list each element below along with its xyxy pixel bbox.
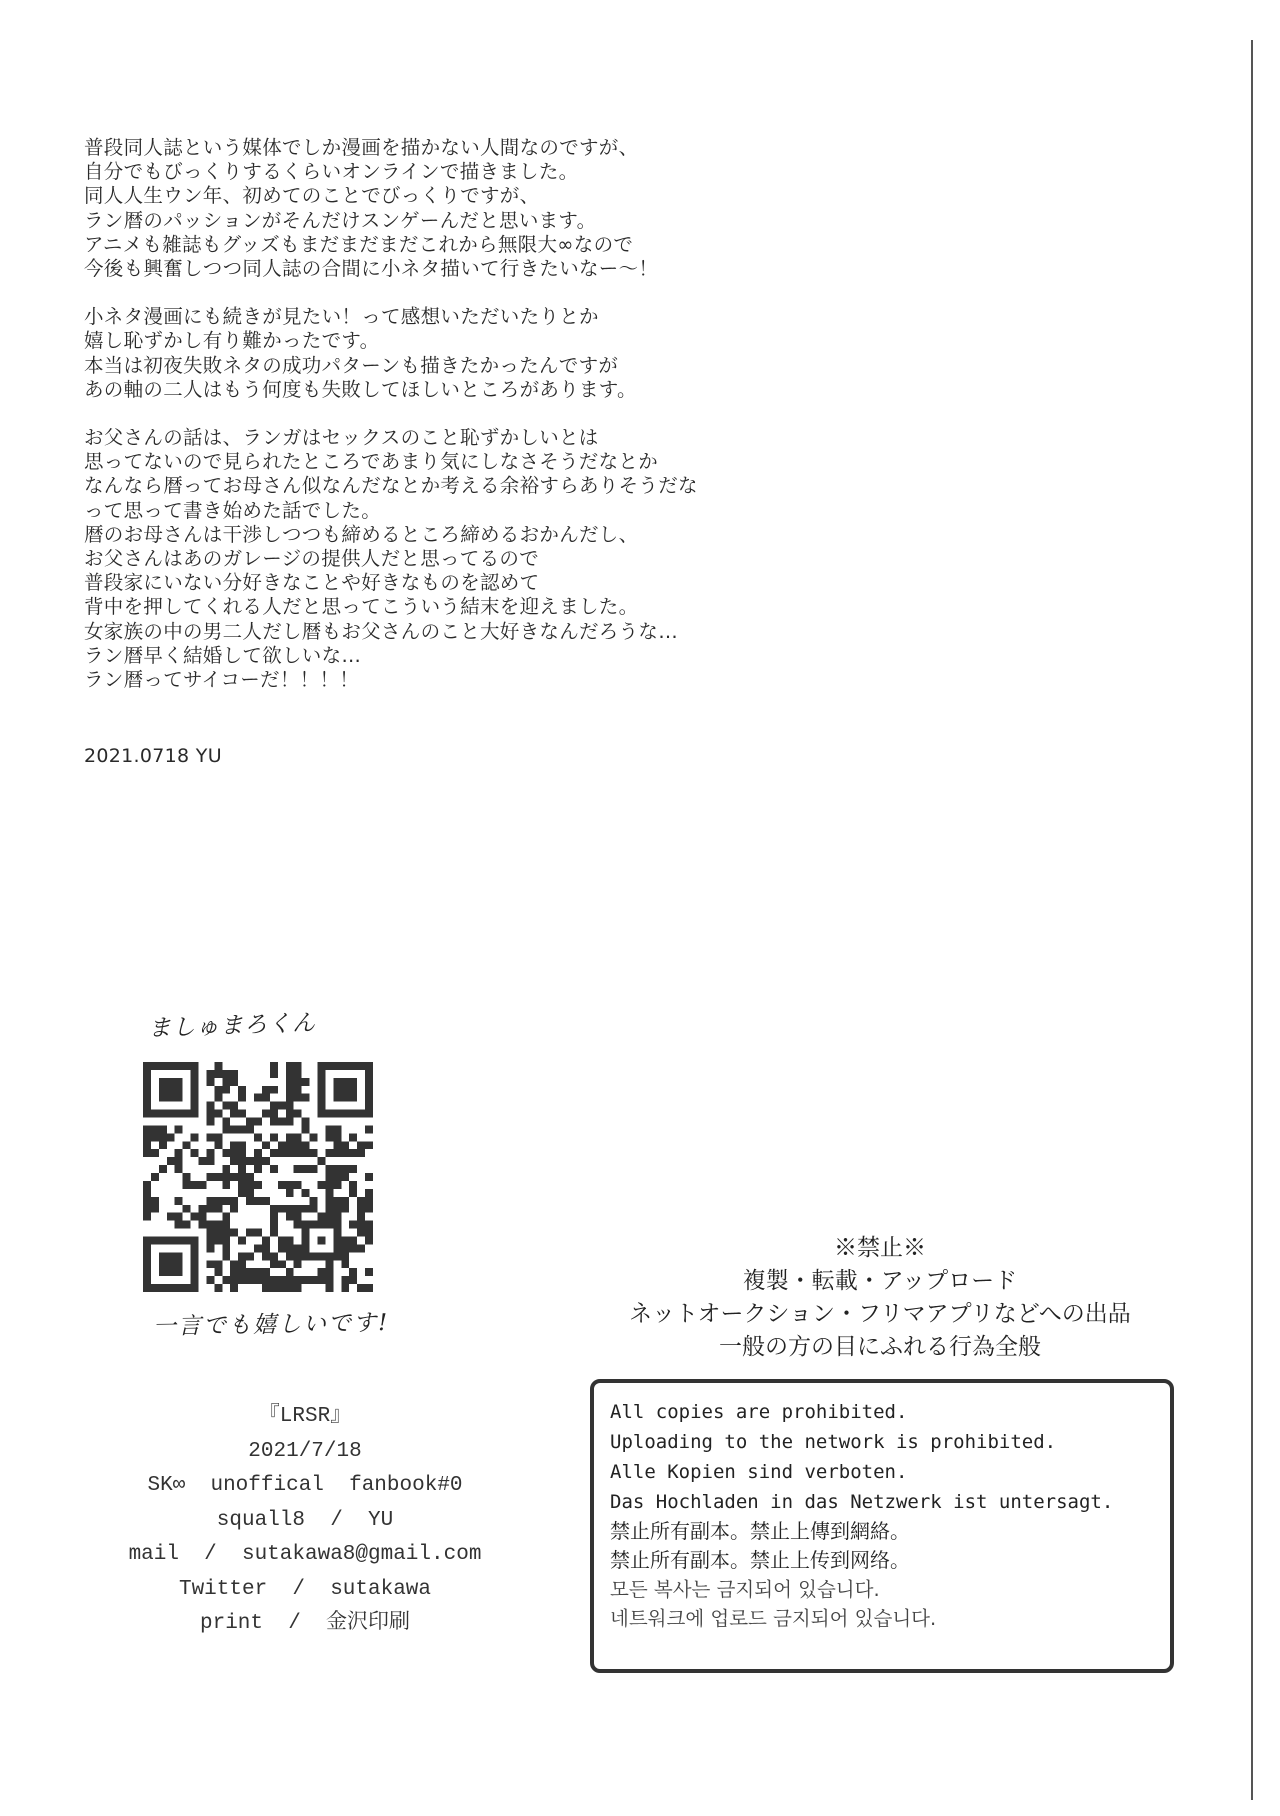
text-line: 本当は初夜失敗ネタの成功パターンも描きたかったんですが bbox=[84, 353, 619, 377]
notice-korean-line: 모든 복사는 금지되어 있습니다. bbox=[610, 1578, 880, 1601]
text-line: 暦のお母さんは干渉しつつも締めるところ締めるおかんだし、 bbox=[84, 522, 639, 546]
text-line: 女家族の中の男二人だし暦もお父さんのこと大好きなんだろうな… bbox=[84, 619, 679, 643]
colophon-twitter: Twitter / sutakawa bbox=[178, 1577, 432, 1601]
text-line: 思ってないので見られたところであまり気にしなさそうだなとか bbox=[84, 450, 659, 474]
notice-english-line: All copies are prohibited. bbox=[610, 1401, 908, 1423]
text-line: お父さんの話は、ランガはセックスのこと恥ずかしいとは bbox=[84, 426, 599, 450]
multilingual-notice-box bbox=[590, 1379, 1174, 1673]
qr-caption: ましゅまろくん bbox=[147, 1010, 317, 1042]
qr-code[interactable] bbox=[143, 1062, 373, 1292]
text-line: なんなら暦ってお母さん似なんだなとか考える余裕すらありそうだな bbox=[84, 474, 698, 498]
text-line: 普段同人誌という媒体でしか漫画を描かない人間なのですが、 bbox=[84, 136, 639, 159]
notice-german-line: Das Hochladen in das Netzwerk ist untersagt. bbox=[610, 1491, 1114, 1513]
text-line: お父さんはあのガレージの提供人だと思ってるので bbox=[84, 547, 540, 571]
colophon bbox=[110, 1400, 500, 1642]
colophon-subtitle: SK∞ unoffical fanbook#0 bbox=[147, 1474, 463, 1497]
notice-english-line: Uploading to the network is prohibited. bbox=[610, 1431, 1057, 1453]
text-line: ラン暦早く結婚して欲しいな… bbox=[84, 643, 362, 667]
colophon-circle: squall8 / YU bbox=[216, 1508, 394, 1532]
text-line: 同人人生ウン年、初めてのことでびっくりですが、 bbox=[84, 184, 540, 208]
colophon-date: 2021/7/18 bbox=[248, 1439, 362, 1463]
prohibition-item: 一般の方の目にふれる行為全般 bbox=[719, 1334, 1041, 1360]
prohibition-item: ネットオークション・フリマアプリなどへの出品 bbox=[629, 1301, 1131, 1327]
notice-chinese-line: 禁止所有副本。禁止上传到网络。 bbox=[610, 1548, 910, 1572]
prohibition-item: 複製・転載・アップロード bbox=[742, 1268, 1018, 1294]
text-line: アニメも雑誌もグッズもまだまだまだこれから無限大∞なので bbox=[84, 232, 634, 256]
text-line: 背中を押してくれる人だと思ってこういう結末を迎えました。 bbox=[84, 595, 639, 619]
afterword-paragraph-1 bbox=[84, 136, 1184, 281]
colophon-print: print / 金沢印刷 bbox=[199, 1612, 411, 1635]
text-line: あの軸の二人はもう何度も失敗してほしいところがあります。 bbox=[84, 377, 637, 401]
text-line: 自分でもびっくりするくらいオンラインで描きました。 bbox=[84, 160, 579, 184]
prohibition-notice bbox=[580, 1232, 1180, 1364]
text-line: 小ネタ漫画にも続きが見たい！って感想いただいたりとか bbox=[84, 305, 599, 329]
text-line: ラン暦ってサイコーだ！！！！ bbox=[84, 668, 360, 692]
afterword-paragraph-2 bbox=[84, 305, 1184, 402]
text-line: 普段家にいない分好きなことや好きなものを認めて bbox=[84, 571, 540, 595]
notice-german-line: Alle Kopien sind verboten. bbox=[610, 1461, 908, 1483]
text-line: って思って書き始めた話でした。 bbox=[84, 498, 382, 522]
notice-korean-line: 네트워크에 업로드 금지되어 있습니다. bbox=[610, 1607, 937, 1630]
text-line: 今後も興奮しつつ同人誌の合間に小ネタ描いて行きたいなー～！ bbox=[84, 257, 659, 281]
colophon-mail: mail / sutakawa8@gmail.com bbox=[128, 1543, 482, 1566]
notice-chinese-line: 禁止所有副本。禁止上傳到網絡。 bbox=[610, 1519, 910, 1543]
afterword-text bbox=[84, 136, 1184, 716]
text-line: ラン暦のパッションがそんだけスンゲーんだと思います。 bbox=[84, 208, 597, 232]
afterword-signature: 2021.0718 YU bbox=[84, 745, 222, 767]
afterword-paragraph-3 bbox=[84, 426, 1184, 692]
colophon-title: 『LRSR』 bbox=[258, 1405, 352, 1428]
qr-comment: 一言でも嬉しいです! bbox=[152, 1309, 390, 1341]
text-line: 嬉し恥ずかし有り難かったです。 bbox=[84, 329, 380, 353]
page-edge-line bbox=[1251, 40, 1253, 1800]
prohibition-heading: ※禁止※ bbox=[834, 1235, 926, 1261]
